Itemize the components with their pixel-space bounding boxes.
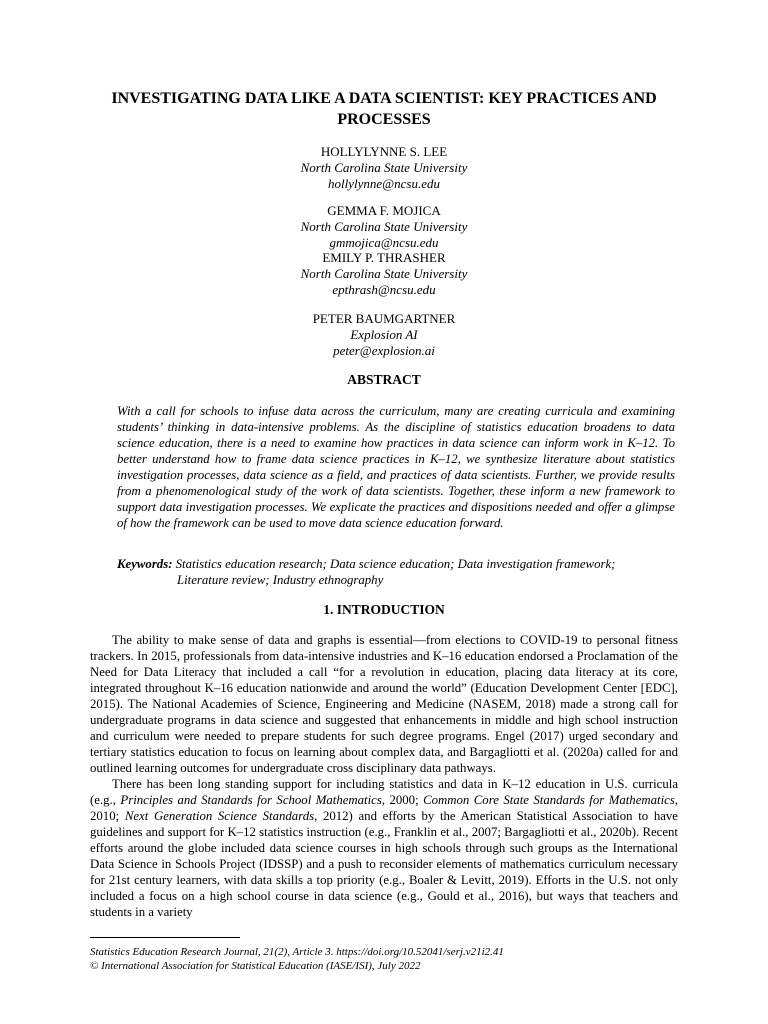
intro-paragraph-2 [90, 776, 678, 920]
intro-p2-text-a: There has been long standing support for including statistics and data in K–12 education in U.S. curricula (e.g., [90, 777, 678, 807]
keywords-line-2: Literature review; Industry ethnography [177, 573, 384, 587]
intro-p2-text-b: , 2000; [381, 793, 424, 807]
keywords [117, 556, 683, 588]
author-block-1 [80, 144, 688, 192]
author-affiliation: Explosion AI [350, 327, 418, 342]
intro-p2-citation-2: Common Core State Standards for Mathematics [423, 793, 675, 807]
keywords-line-1: Statistics education research; Data science education; Data investigation framework; [175, 557, 616, 571]
author-affiliation: North Carolina State University [300, 160, 468, 175]
introduction-body [90, 632, 678, 920]
author-email: hollylynne@ncsu.edu [328, 176, 440, 191]
author-name: GEMMA F. MOJICA [327, 203, 441, 218]
copyright-notice: © International Association for Statistical Education (IASE/ISI), July 2022 [90, 960, 421, 972]
author-block-2 [80, 203, 688, 251]
author-name: EMILY P. THRASHER [322, 250, 446, 265]
intro-p2-citation-3: Next Generation Science Standards [124, 809, 315, 823]
footer [90, 945, 678, 973]
author-block-3 [80, 250, 688, 298]
author-name: PETER BAUMGARTNER [312, 311, 456, 326]
section-heading-introduction: 1. INTRODUCTION [323, 602, 445, 617]
author-block-4 [80, 311, 688, 359]
intro-paragraph-1: The ability to make sense of data and graphs is essential—from elections to COVID-19 to personal fitness trackers. In 2015, professionals from data-intensive industries and K–16 education endorsed a Proclamation of the Need for Data Literacy that included a call “for a revolution in education, placing data literacy at its core, integrated throughout K–16 education nationwide and around the world” (Education Development Center [EDC], 2015). The National Academies of Science, Engineering and Medicine (NASEM, 2018) made a strong call for undergraduate programs in data science and suggested that enhancements in middle and high school instruction and curriculum were needed to prepare students for such degree programs. Engel (2017) urged secondary and tertiary statistics education to focus on learning about complex data, and Bargagliotti et al. (2020a) called for and outlined learning outcomes for undergraduate cross disciplinary data pathways. [90, 633, 678, 775]
keywords-label: Keywords: [117, 557, 173, 571]
author-affiliation: North Carolina State University [300, 266, 468, 281]
author-email: gmmojica@ncsu.edu [329, 235, 439, 250]
abstract-text: With a call for schools to infuse data across the curriculum, many are creating curricula and examining students’ thinking in data-intensive problems. As the discipline of statistics education broadens to data science education, there is a need to examine how practices in data science can inform work in K–12. To better understand how to frame data science practices in K–12, we synthesize literature about statistics investigation processes, data science as a field, and practices of data scientists. Further, we provide results from a phenomenological study of the work of data scientists. Together, these inform a new framework to support data investigation processes. We explicate the practices and dispositions needed and offer a glimpse of how the framework can be used to move data science education forward. [117, 404, 675, 530]
author-affiliation: North Carolina State University [300, 219, 468, 234]
paper-title: INVESTIGATING DATA LIKE A DATA SCIENTIST: KEY PRACTICES AND PROCESSES [111, 90, 657, 128]
author-email: peter@explosion.ai [333, 343, 435, 358]
intro-p2-text-d: , 2012) and efforts by the American Statistical Association to have guidelines and support for K–12 statistics instruction (e.g., Franklin et al., 2007; Bargagliotti et al., 2020b). Recent efforts around the globe included data science courses in high schools through such groups as the International Data Science in Schools Project (IDSSP) and a push to reconsider elements of mathematics curriculum necessary for 21st century learners, with data skills a top priority (e.g., Boaler & Levitt, 2019). Efforts in the U.S. not only included a focus on a high school course in data science (e.g., Gould et al., 2016), but ways that teachers and students in a variety [90, 809, 678, 919]
footnote-divider [90, 937, 240, 938]
intro-p2-citation-1: Principles and Standards for School Mathematics [120, 793, 382, 807]
journal-citation: Statistics Education Research Journal, 21(2), Article 3. https://doi.org/10.52041/serj.v21i2.41 [90, 946, 504, 958]
author-email: epthrash@ncsu.edu [332, 282, 436, 297]
intro-p2-text-c: , 2010; [90, 793, 678, 823]
author-name: HOLLYLYNNE S. LEE [320, 144, 448, 159]
abstract-heading: ABSTRACT [347, 372, 421, 387]
